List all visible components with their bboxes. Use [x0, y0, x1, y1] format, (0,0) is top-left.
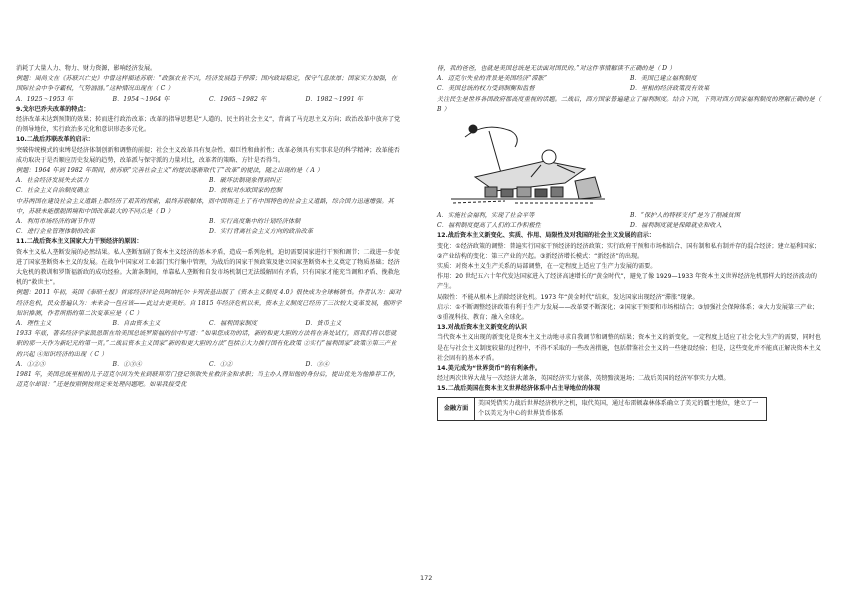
- answer-option: A．理性主义: [16, 320, 52, 328]
- section-heading: 15.二战后美国在资本主义世界经济体系中占主导地位的体现: [437, 385, 601, 393]
- answer-option: B．自由资本主义: [112, 320, 161, 328]
- answer-option: C．1965～1982 年: [209, 95, 267, 103]
- answer-option: C．福利国家制度: [209, 320, 258, 328]
- answer-option: C．①②: [209, 360, 233, 368]
- paragraph: 资本主义私人垄断发展的必然结果。私人垄断加剧了资本主义经济的基本矛盾，造成一系列危机，迫切需要国家进行干预和调节；二战进一步促进了国家垄断资本主义的发展。在战争中国家对工业部门实行集中管理，为战后的国家干预政策及建立国家垄断资本主义奠定了物质基础；经济大危机的教训和罗斯福新政的成功经验。大萧条期间，单靠私人垄断和自发市场机制已无法缓解固有矛盾，只有国家才能充当调和矛盾、挽救危机的“救世主”。: [16, 248, 400, 287]
- paragraph: 实质：对资本主义生产关系的局部调整，在一定程度上适应了生产力发展的需要。: [437, 263, 657, 271]
- answer-option: D．里根的经济政策没有效果: [630, 85, 710, 93]
- paragraph: 经过两次世界大战与一次经济大萧条，英国经济实力衰落，英镑黯淡退场；二战后美国的经济军事实力大增。: [437, 375, 730, 383]
- answer-option: A．实施社会福利，实现了社会平等: [437, 212, 535, 220]
- answer-option: D．1982～1991 年: [305, 95, 363, 103]
- answer-option: D．实行背离社会主义方向的政治改革: [209, 228, 314, 236]
- section-heading: 14.美元成为“世界货币”的有利条件。: [437, 365, 542, 373]
- example-text: 例题：2011 年初，英国《泰晤士报》首席经济评论员阿纳托尔·卡列茨基出版了《资本主义制度 4.0》很快成为全球畅销书。作者认为：面对经济危机，民众普遍认为：未来会一包应该——此过去更美好。自 1815 年经济危机以来，资本主义制度已经历了三次较大变革发展，据所学知识推测，作者所指的第二次变革应是（ C ）: [16, 289, 402, 317]
- paragraph: 经济改革未达到预期的效果；转而进行政治改革；改革的指导思想是“人道的、民主的社会主义”，背离了马克思主义方向；政治改革中放弃了党的领导地位，实行政治多元化和意识形态多元化。: [16, 116, 401, 134]
- answer-option: A．利用市场经济的调节作用: [16, 218, 95, 226]
- answer-option: D．货币主义: [305, 320, 342, 328]
- answer-options: [437, 211, 823, 231]
- example-text: 1981 年，美国总统里根的儿子迈克尔因为失业到联邦劳门登记领取失业救济金和求职；当主办人得知他的身份后，提出优先为他推荐工作，迈克尔却说：“还是按照例按规定来处理问题吧。如果我接受优: [16, 371, 400, 389]
- section-heading: 12.战后资本主义新变化、实质、作用、局限性及对我国的社会主义发展的启示：: [437, 232, 655, 240]
- paragraph: 当代资本主义出现的新变化是资本主义主动地寻求自我调节和调整的结果；资本主义的新变化，一定程度上适应了社会化大生产的需要，同时也是在与社会主义制度较量的过程中，不得不采取的一些改善措施，包括借鉴社会主义的一些建设经验；但是，这些变化并不能真正解决资本主义社会固有的基本矛盾。: [437, 334, 821, 362]
- answer-option: B．“保护人的特移支付”是为了削减贫困: [630, 212, 741, 220]
- answer-options: [16, 95, 402, 105]
- cartoon-illustration: [445, 117, 615, 209]
- paragraph: 变化：①经济政策的调整：普遍实行国家干预经济的经济政策；实行政府干预和市场相结合、国有制和私有制并存的混合经济；建立福利国家；②产业结构的变化：第三产业的兴起。③新经济增长模式：“新经济”的出现。: [437, 242, 821, 260]
- example-text: 例题：周尚文在《苏联兴亡史》中曾这样描述苏联：“政强农业不兴，经济发展趋于停滞；国内政局稳定，保守气息浓厚；国家实力加强，在国际社会中争夺霸权，气势汹汹。”这种情况出现在（ C ）: [16, 75, 398, 93]
- answer-option: A．迈克尔失业的背景是美国经济“滞胀”: [437, 75, 548, 83]
- answer-option: D．福利制度就是保障就业和收入: [630, 222, 722, 230]
- answer-options: [16, 360, 402, 370]
- answer-option: A．社会经济发展失去活力: [16, 177, 89, 185]
- paragraph: 启示：①不断调整经济政策有利于生产力发展——改革要不断深化；②国家干预要和市场相结合；③加强社会保障体系；④大力发展第三产业；⑤重视科技、教育；融入全球化。: [437, 303, 819, 322]
- answer-option: A．1925～1953 年: [16, 95, 73, 103]
- answer-options: [16, 176, 402, 196]
- example-text: 例题：1964 年到 1982 年期间，前苏联“完善社会主义”的提法逐渐取代了“改革”的提法，随之出现的是（ A ）: [16, 167, 324, 175]
- answer-option: D．放松对东欧国家的控制: [209, 187, 283, 195]
- answer-option: B．美国已建立福利制度: [630, 75, 697, 83]
- answer-option: C．福利制度提高了人们的工作积极性: [437, 222, 541, 230]
- section-heading: 9.戈尔巴乔夫改革的特点：: [16, 105, 90, 113]
- example-text: 1933 年底，著名经济学家凯恩斯在给美国总统罗斯福的信中写道：“如果您成功的话，新的和更大胆的方法将在各处试行，而我们将以您就职的那一天作为新纪元的第一页。”二战后资本主义国家“新的和更大胆的方法”包括①大力推行国有化政策 ②实行“福利国家”政策③第三产业的兴起 ④知识经济的出现（ C ）: [16, 330, 397, 358]
- answer-options: [16, 217, 402, 237]
- left-column: [16, 64, 402, 391]
- example-text: 关注民生是世界各国政府都高度重视的话题。二战后，西方国家普遍建立了福利制度。结合下图，下列对西方国家福利制度的理解正确的是（ B ）: [437, 95, 822, 113]
- finance-table: [437, 397, 767, 421]
- answer-option: A．①②③: [16, 360, 46, 368]
- paragraph: 作用：20 世纪五六十年代发达国家进入了经济高速增长的“黄金时代”，避免了像 1929—1933 年资本主义世界经济危机那样大的经济波动的产生。: [437, 273, 817, 291]
- answer-option: B．①③④: [112, 360, 142, 368]
- answer-options: [16, 319, 402, 329]
- paragraph: 消耗了大量人力、物力、财力资源，影响经济发展。: [16, 65, 157, 72]
- answer-option: B．1954～1964 年: [112, 95, 170, 103]
- answer-option: B．实行高度集中的计划经济体制: [209, 218, 301, 226]
- table-cell: 美国凭借实力战后世界经济秩序之机，取代英国，通过布雷顿森林体系确立了美元的霸主地位，建立了一个以美元为中心的世界货币体系: [475, 397, 767, 420]
- paragraph: 突破传统模式的束缚是经济体制创新和调整的前提；社会主义改革具有复杂性、艰巨性和曲折性；改革必须具有实事求是的科学精神；改革能否成功取决于是否顺应历史发展的趋势，改革派与保守派的力量对比，改革者的策略、方针是否得当。: [16, 146, 400, 164]
- answer-option: D．③④: [305, 360, 330, 368]
- right-column: [437, 64, 823, 421]
- section-heading: 13.对战后资本主义新变化的认识: [437, 324, 528, 332]
- page-number: 172: [420, 574, 433, 582]
- example-text: 待，我的爸爸，也就是美国总统是无法面对国民的。”对这件事情解读不正确的是（ D ）: [437, 65, 676, 72]
- answer-options: [437, 74, 823, 94]
- section-heading: 10.二战后苏联改革的启示：: [16, 136, 94, 144]
- answer-option: B．破坏法制现象得到纠正: [209, 177, 282, 185]
- example-text: 中苏两国在建设社会主义道路上都经历了艰苦的探索，最终苏联解体，而中国则走上了有中国特色的社会主义道路，综合国力迅速增强。其中，苏联未能摆脱困境和中国改革最大的不同点是（ D ）: [16, 197, 394, 215]
- answer-option: C．美国总统的权力受到制衡和监督: [437, 85, 535, 93]
- section-heading: 11.二战后资本主义国家大力干预经济的原因：: [16, 238, 143, 246]
- paragraph: 局限性：不能从根本上消除经济危机。1973 年“黄金时代”结束，发达国家出现经济“滞胀”现象。: [437, 293, 699, 301]
- answer-option: C．进行企业管理体制的改革: [16, 228, 96, 236]
- answer-option: C．社会主义自治制度确立: [16, 187, 89, 195]
- table-header-cell: 金融方面: [438, 397, 475, 420]
- table-row: [438, 397, 767, 420]
